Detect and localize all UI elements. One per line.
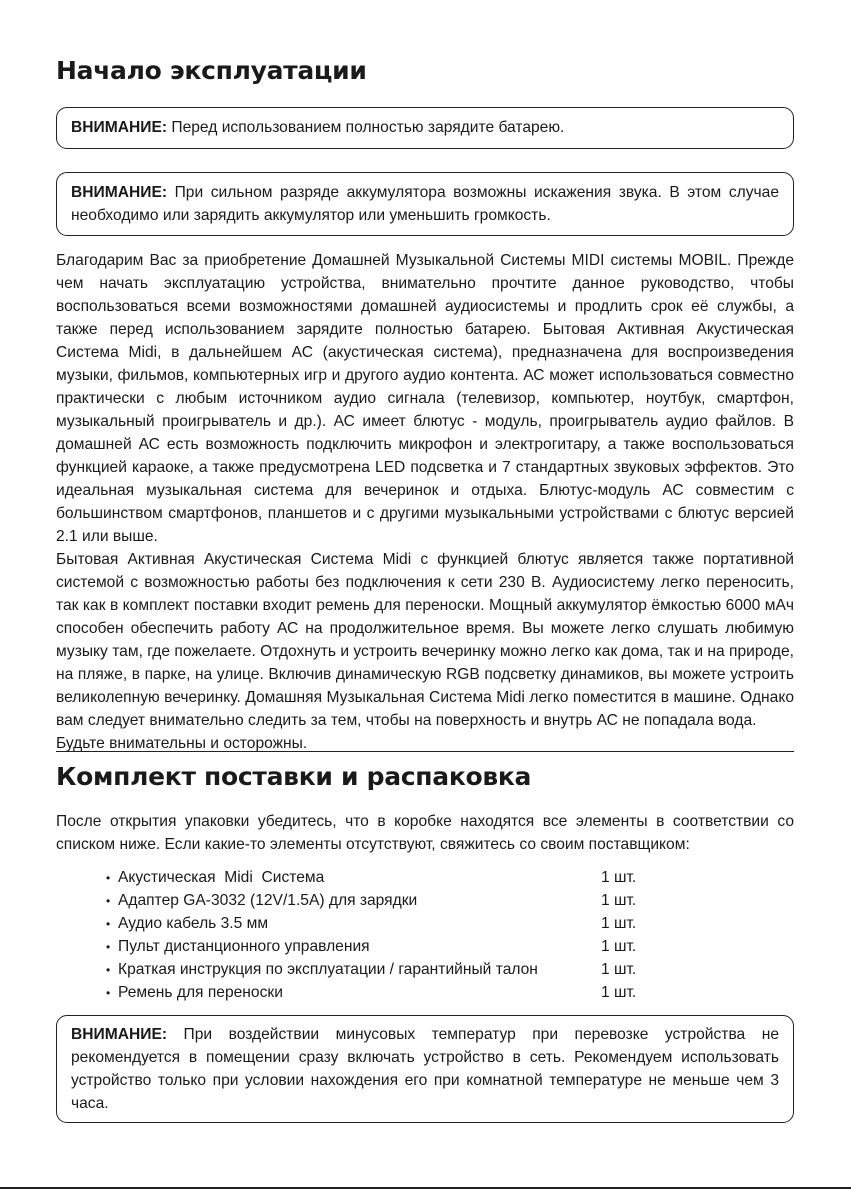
warning-label: ВНИМАНИЕ: (71, 184, 168, 201)
item-name: Акустическая Midi Система (118, 869, 325, 886)
list-item (106, 866, 666, 889)
list-item (106, 958, 666, 981)
intro-text (56, 249, 794, 755)
item-name: Адаптер GA-3032 (12V/1.5A) для зарядки (118, 892, 418, 909)
bullet-icon: • (106, 894, 111, 908)
section-title-package-contents: Комплект поставки и распаковка (56, 762, 532, 791)
bullet-icon: • (106, 963, 111, 977)
warning-box-battery-distortion (56, 172, 794, 236)
intro-paragraph-3: Будьте внимательны и осторожны. (56, 735, 308, 752)
warning-label: ВНИМАНИЕ: (71, 119, 168, 136)
list-item (106, 912, 666, 935)
list-item (106, 889, 666, 912)
item-qty: 1 шт. (601, 938, 637, 955)
package-intro-text: После открытия упаковки убедитесь, что в коробке находятся все элементы в соответствии со списком ниже. Если какие-то элементы отсутствуют, свяжитесь со своим поставщиком: (56, 813, 794, 853)
item-qty: 1 шт. (601, 984, 637, 1001)
warning-text: Перед использованием полностью зарядите батарею. (167, 119, 565, 136)
item-name: Аудио кабель 3.5 мм (118, 915, 269, 932)
item-qty: 1 шт. (601, 915, 637, 932)
bullet-icon: • (106, 871, 111, 885)
intro-paragraph-2: Бытовая Активная Акустическая Система Midi с функцией блютус является также портативной системой с возможностью работы без подключения к сети 230 В. Аудиосистему легко переносить, так как в комплект поставки входит ремень для переноски. Мощный аккумулятор ёмкостью 6000 мАч способен обеспечить работу АС на продолжительное время. Вы можете легко слушать любимую музыку там, где пожелаете. Отдохнуть и устроить вечеринку можно легко как дома, так и на природе, на пляже, в парке, на улице. Включив динамическую RGB подсветку динамиков, вы можете устроить великолепную вечеринку. Домашняя Музыкальная Система Midi легко поместится в машине. Однако вам следует внимательно следить за тем, чтобы на поверхность и внутрь АС не попадала вода. (56, 551, 794, 729)
warning-box-temperature (56, 1015, 794, 1123)
item-qty: 1 шт. (601, 869, 637, 886)
item-qty: 1 шт. (601, 961, 637, 978)
bullet-icon: • (106, 986, 111, 1000)
bullet-icon: • (106, 940, 111, 954)
item-name: Ремень для переноски (118, 984, 283, 1001)
section-title-getting-started: Начало эксплуатации (56, 56, 367, 85)
page-bottom-border (0, 1187, 851, 1189)
item-qty: 1 шт. (601, 892, 637, 909)
item-name: Краткая инструкция по эксплуатации / гарантийный талон (118, 961, 538, 978)
package-contents-list (106, 866, 666, 1004)
list-item (106, 935, 666, 958)
warning-box-charge (56, 107, 794, 149)
list-item (106, 981, 666, 1004)
bullet-icon: • (106, 917, 111, 931)
warning-text: При сильном разряде аккумулятора возможны искажения звука. В этом случае необходимо или зарядить аккумулятор или уменьшить громкость. (71, 184, 779, 224)
warning-text: При воздействии минусовых температур при перевозке устройства не рекомендуется в помещении сразу включать устройство в сеть. Рекомендуем использовать устройство только при условии нахождения его при комнатной температуре не меньше чем 3 часа. (71, 1026, 779, 1112)
section-divider (56, 751, 794, 752)
warning-label: ВНИМАНИЕ: (71, 1026, 168, 1043)
item-name: Пульт дистанционного управления (118, 938, 370, 955)
package-intro (56, 810, 794, 856)
intro-paragraph-1: Благодарим Вас за приобретение Домашней Музыкальной Системы MIDI системы MOBIL. Прежде чем начать эксплуатацию устройства, внимательно прочтите данное руководство, чтобы воспользоваться всеми возможностями домашней аудиосистемы и продлить срок её службы, а также перед использованием зарядите полностью батарею. Бытовая Активная Акустическая Система Midi, в дальнейшем АС (акустическая система), предназначена для воспроизведения музыки, фильмов, компьютерных игр и другого аудио контента. АС может использоваться совместно практически с любым источником аудио сигнала (телевизор, компьютер, ноутбук, смартфон, музыкальный проигрыватель и др.). АС имеет блютус - модуль, проигрыватель аудио файлов. В домашней АС есть возможность подключить микрофон и электрогитару, а также воспользоваться функцией караоке, а также предусмотрена LED подсветка и 7 стандартных звуковых эффектов. Это идеальная музыкальная система для вечеринок и отдыха. Блютус-модуль АС совместим с большинством смартфонов, планшетов и с другими музыкальными устройствами с блютус версией 2.1 или выше. (56, 252, 794, 545)
